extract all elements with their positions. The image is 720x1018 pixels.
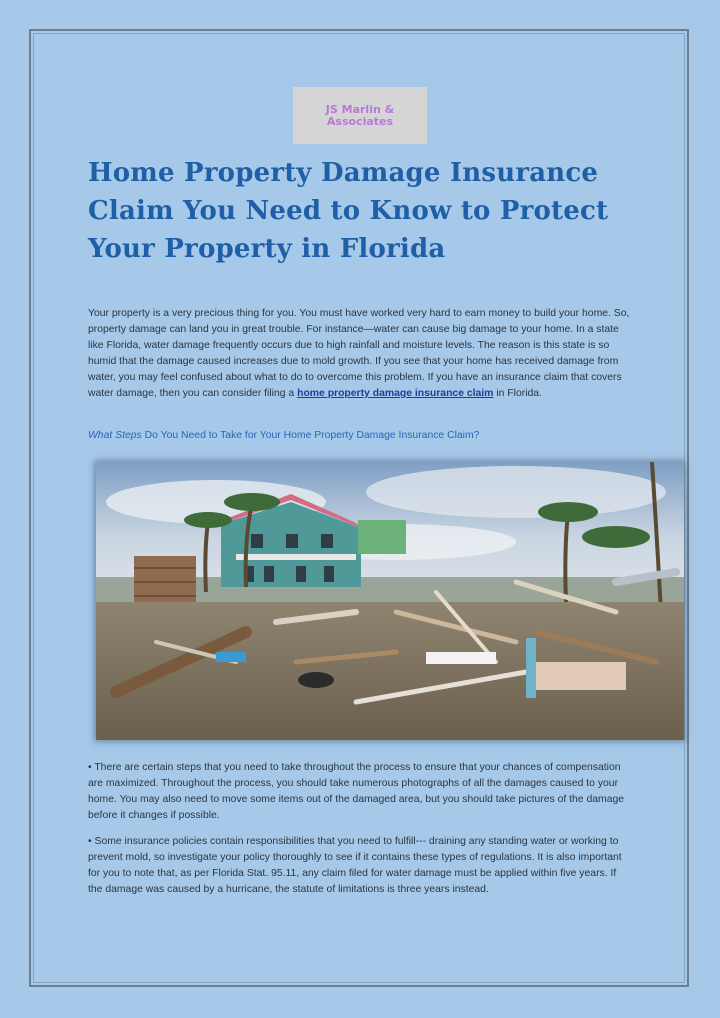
subheading-rest: Do You Need to Take for Your Home Property Damage Insurance Claim?: [141, 430, 480, 441]
home-property-damage-claim-link[interactable]: home property damage insurance claim: [297, 388, 494, 399]
section-subheading: [88, 428, 633, 444]
subheading-emphasis: What Steps: [88, 430, 142, 441]
debris-panel: [536, 662, 626, 690]
debris-sheet: [426, 652, 496, 664]
page-title: Home Property Damage Insurance Claim You Need to Know to Protect Your Property in Florida: [88, 158, 609, 264]
bullet-point-2: • Some insurance policies contain responsibilities that you need to fulfill--- draining any standing water or working to prevent mold, so investigate your policy thoroughly to see if it contains these types of regulations. It is also important for you to note that, as per Florida Stat. 95.11, any claim filed for water damage must be applied within five years. If the damage was caused by a hurricane, the statute of limitations is three years instead.: [88, 836, 622, 895]
blue-post: [526, 638, 536, 698]
blue-debris: [216, 652, 246, 662]
cloud: [366, 466, 666, 518]
intro-after-link: in Florida.: [493, 388, 542, 399]
intro-paragraph: [88, 306, 633, 402]
damage-photo-illustration: [96, 462, 684, 740]
company-logo: [293, 87, 427, 144]
green-building: [358, 520, 406, 554]
house-balcony: [236, 554, 356, 560]
bullet-point-1: • There are certain steps that you need to take throughout the process to ensure that your chances of compensation are maximized. Throughout the process, you should take numerous photographs of all the damages caused to your home. You may also need to move some items out of the damaged area, but you should take pictures of the damage before it changes if possible.: [88, 762, 625, 821]
tire: [298, 672, 334, 688]
logo-text: JS Marlin & Associates: [325, 102, 395, 128]
intro-text: Your property is a very precious thing for you. You must have worked very hard to earn money to build your home. So, property damage can land you in great trouble. For instance—water can cause big damage to your home. In a state like Florida, water damage frequently occurs due to high rainfall and moisture levels. The reason is this state is so humid that the damage caused increases due to mold growth. If you see that your home has received damage from water, you may feel confused about what to do to overcome this problem. If you have an insurance claim that covers water damage, then you can consider filing a: [88, 308, 630, 399]
hurricane-damage-photo: [96, 462, 684, 740]
